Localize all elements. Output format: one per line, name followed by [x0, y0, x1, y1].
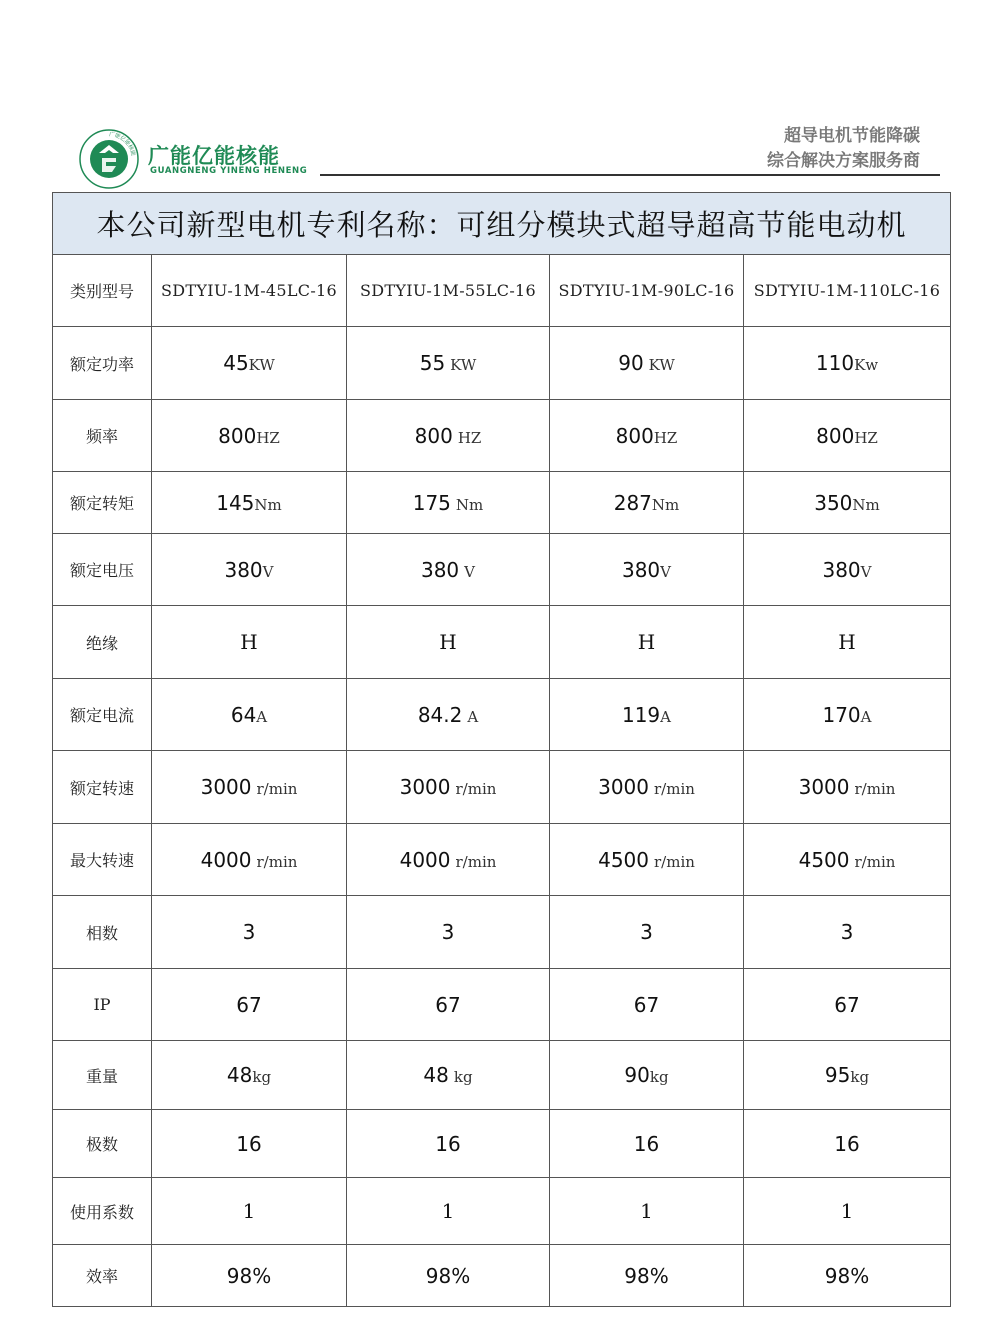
table-row [53, 472, 951, 534]
cell-value: 16 [633, 1131, 660, 1156]
value-cell [347, 824, 550, 896]
value-cell [152, 1041, 347, 1110]
value-cell [347, 1110, 550, 1178]
cell-unit: V [860, 562, 872, 581]
model-cell: SDTYIU-1M-90LC-16 [550, 255, 744, 327]
cell-value: 3000 [798, 775, 850, 799]
cell-value: 800 [615, 423, 654, 448]
cell-value: 67 [834, 992, 860, 1017]
cell-value: 3000 [200, 775, 252, 799]
value-cell [152, 327, 347, 400]
value-cell [347, 1245, 550, 1307]
value-cell [744, 679, 951, 751]
value-cell [152, 969, 347, 1041]
table-row [53, 1041, 951, 1110]
cell-value: 95 [824, 1063, 851, 1087]
cell-value: 287 [613, 490, 652, 515]
value-cell [152, 534, 347, 606]
value-cell [152, 1178, 347, 1245]
row-label: 重量 [53, 1041, 152, 1110]
table-row [53, 751, 951, 824]
cell-value: 98% [425, 1263, 471, 1288]
value-cell [347, 969, 550, 1041]
value-cell [550, 400, 744, 472]
cell-value: H [240, 630, 258, 654]
cell-value: 380 [822, 557, 861, 582]
value-cell [347, 472, 550, 534]
cell-value: 3 [441, 920, 455, 944]
table-row [53, 400, 951, 472]
row-label: 额定电流 [53, 679, 152, 751]
cell-value: 170 [822, 702, 861, 727]
cell-unit: Nm [455, 495, 484, 514]
tagline-line-2: 综合解决方案服务商 [767, 151, 920, 171]
value-cell [744, 472, 951, 534]
table-row [53, 327, 951, 400]
value-cell [347, 400, 550, 472]
tagline-line-1: 超导电机节能降碳 [784, 126, 920, 146]
value-cell [744, 1245, 951, 1307]
cell-value: 800 [218, 423, 257, 448]
model-cell: SDTYIU-1M-45LC-16 [152, 255, 347, 327]
value-cell [550, 606, 744, 679]
value-cell [152, 824, 347, 896]
logo-name: 广能亿能核能 [148, 144, 280, 168]
cell-unit: r/min [455, 780, 497, 798]
cell-value: 45 [223, 351, 249, 375]
value-cell [550, 751, 744, 824]
cell-value: 1 [840, 1199, 854, 1223]
cell-value: 16 [236, 1131, 262, 1156]
value-cell [550, 1245, 744, 1307]
company-logo [78, 128, 318, 190]
cell-value: 175 [412, 490, 451, 515]
model-label: 类别型号 [53, 255, 152, 327]
cell-value: 3 [840, 920, 854, 944]
row-label: 额定功率 [53, 327, 152, 400]
cell-value: 98% [226, 1263, 272, 1288]
table-row [53, 679, 951, 751]
page-header [0, 0, 1000, 180]
cell-value: H [439, 630, 457, 654]
value-cell [744, 969, 951, 1041]
value-cell [744, 824, 951, 896]
cell-value: 4000 [200, 847, 252, 872]
value-cell [347, 606, 550, 679]
logo-name-en: GUANGNENG YINENG HENENG [150, 166, 308, 176]
cell-value: 16 [435, 1131, 461, 1156]
cell-value: 3000 [598, 775, 649, 799]
cell-value: 4500 [798, 847, 850, 872]
value-cell [152, 679, 347, 751]
cell-value: 64 [230, 702, 257, 727]
value-cell [550, 534, 744, 606]
table-row [53, 1178, 951, 1245]
cell-unit: HZ [457, 428, 482, 447]
header-divider [320, 174, 940, 176]
cell-value: 145 [216, 490, 255, 515]
row-label: 额定电压 [53, 534, 152, 606]
model-cell: SDTYIU-1M-55LC-16 [347, 255, 550, 327]
value-cell [744, 896, 951, 969]
cell-value: 119 [621, 702, 661, 727]
value-cell [152, 472, 347, 534]
table-row [53, 1110, 951, 1178]
table-row [53, 824, 951, 896]
value-cell [744, 606, 951, 679]
row-label: 频率 [53, 400, 152, 472]
cell-unit: V [464, 562, 476, 581]
table-title: 本公司新型电机专利名称：可组分模块式超导超高节能电动机 [53, 193, 951, 255]
cell-unit: KW [648, 356, 675, 374]
row-label: 效率 [53, 1245, 152, 1307]
cell-value: 110 [815, 351, 855, 375]
table-row [53, 1245, 951, 1307]
cell-value: H [838, 630, 856, 654]
cell-value: 67 [236, 992, 262, 1017]
cell-value: 380 [621, 557, 661, 582]
cell-unit: r/min [854, 780, 896, 798]
cell-value: 380 [224, 557, 263, 582]
value-cell [550, 969, 744, 1041]
cell-value: 1 [441, 1199, 455, 1223]
value-cell [744, 1178, 951, 1245]
value-cell [347, 679, 550, 751]
cell-unit: V [660, 562, 672, 581]
cell-value: 55 [419, 351, 446, 375]
row-label: 最大转速 [53, 824, 152, 896]
cell-value: 98% [624, 1263, 669, 1288]
cell-value: 3 [640, 920, 653, 944]
value-cell [152, 751, 347, 824]
cell-value: 350 [814, 490, 853, 515]
value-cell [744, 534, 951, 606]
value-cell [550, 1041, 744, 1110]
cell-unit: V [262, 562, 274, 581]
value-cell [550, 824, 744, 896]
company-tagline [767, 124, 920, 174]
cell-unit: kg [649, 1068, 669, 1086]
value-cell [152, 606, 347, 679]
value-cell [152, 400, 347, 472]
value-cell [347, 896, 550, 969]
value-cell [347, 1041, 550, 1110]
value-cell [744, 327, 951, 400]
cell-value: 380 [420, 557, 460, 582]
row-label: 极数 [53, 1110, 152, 1178]
row-label: 绝缘 [53, 606, 152, 679]
spec-table [52, 192, 951, 1307]
cell-unit: A [256, 707, 268, 726]
value-cell [347, 327, 550, 400]
cell-value: 4500 [598, 847, 649, 872]
value-cell [550, 896, 744, 969]
cell-unit: HZ [653, 428, 678, 447]
value-cell [550, 1178, 744, 1245]
cell-value: 800 [414, 423, 453, 448]
table-row [53, 896, 951, 969]
row-label: 额定转速 [53, 751, 152, 824]
cell-value: 67 [633, 992, 660, 1017]
cell-unit: A [860, 707, 872, 726]
cell-value: 84.2 [417, 702, 463, 727]
cell-value: 67 [435, 992, 461, 1017]
value-cell [744, 400, 951, 472]
row-label: 相数 [53, 896, 152, 969]
table-title-row [53, 193, 951, 255]
value-cell [347, 751, 550, 824]
cell-unit: A [467, 707, 479, 726]
cell-unit: r/min [654, 780, 695, 798]
cell-value: 48 [226, 1063, 253, 1087]
cell-unit: r/min [455, 852, 497, 871]
cell-unit: kg [850, 1068, 870, 1086]
table-row [53, 606, 951, 679]
cell-unit: Nm [852, 495, 880, 514]
cell-unit: KW [450, 356, 477, 374]
cell-unit: r/min [256, 852, 298, 871]
cell-unit: r/min [654, 852, 695, 871]
cell-value: 16 [834, 1131, 860, 1156]
cell-value: 4000 [399, 847, 451, 872]
value-cell [744, 751, 951, 824]
value-cell [550, 679, 744, 751]
value-cell [744, 1110, 951, 1178]
row-label: 使用系数 [53, 1178, 152, 1245]
cell-unit: r/min [854, 852, 896, 871]
cell-unit: HZ [256, 428, 280, 447]
row-label: IP [53, 969, 152, 1041]
cell-unit: KW [248, 356, 275, 374]
value-cell [550, 1110, 744, 1178]
table-row [53, 534, 951, 606]
cell-value: 800 [816, 423, 855, 448]
model-row [53, 255, 951, 327]
logo-ring-text: 广能亿能核能 [108, 131, 136, 157]
value-cell [550, 472, 744, 534]
row-label: 额定转矩 [53, 472, 152, 534]
cell-value: 1 [242, 1199, 256, 1223]
value-cell [152, 896, 347, 969]
value-cell [152, 1245, 347, 1307]
logo-mark-icon [78, 128, 140, 190]
value-cell [347, 534, 550, 606]
cell-unit: r/min [256, 780, 298, 798]
cell-value: 3 [242, 920, 256, 944]
value-cell [347, 1178, 550, 1245]
table-row [53, 969, 951, 1041]
cell-value: 90 [624, 1063, 650, 1087]
cell-value: 90 [618, 351, 644, 375]
cell-unit: Kw [854, 356, 879, 374]
cell-unit: kg [453, 1068, 473, 1086]
value-cell [550, 327, 744, 400]
cell-unit: A [660, 707, 672, 726]
cell-value: 3000 [399, 775, 451, 799]
cell-unit: Nm [651, 495, 680, 514]
cell-unit: kg [252, 1068, 272, 1086]
cell-value: 1 [640, 1199, 653, 1223]
cell-value: 48 [423, 1063, 449, 1087]
model-cell: SDTYIU-1M-110LC-16 [744, 255, 951, 327]
cell-value: 98% [824, 1263, 870, 1288]
cell-value: H [637, 630, 656, 654]
value-cell [152, 1110, 347, 1178]
cell-unit: Nm [254, 495, 282, 514]
cell-unit: HZ [854, 428, 878, 447]
value-cell [744, 1041, 951, 1110]
